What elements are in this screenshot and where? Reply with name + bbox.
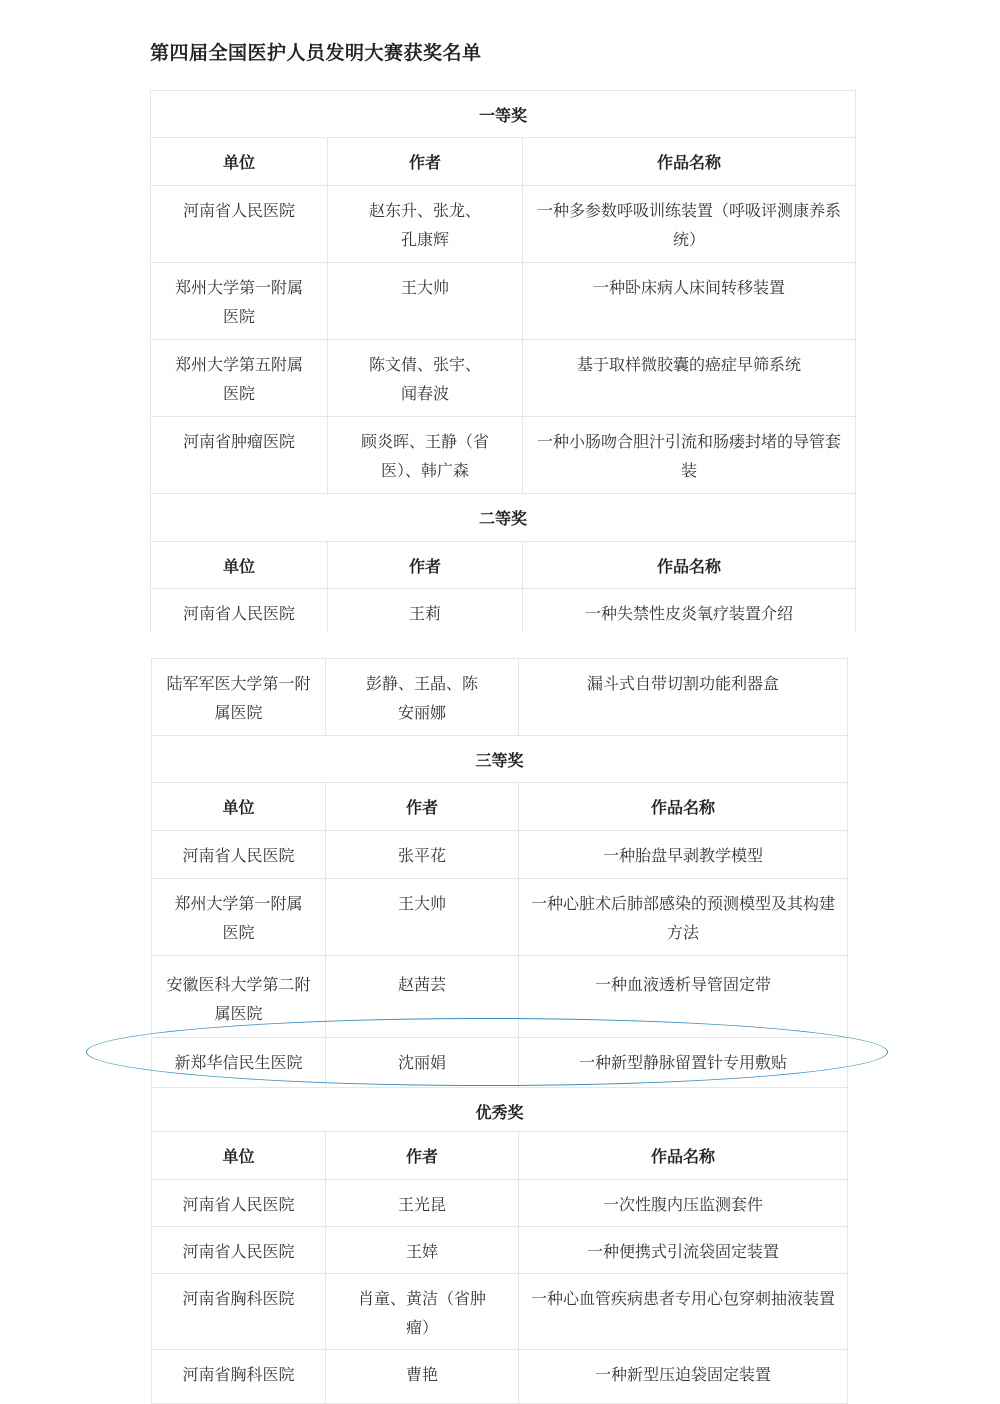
column-header-work: 作品名称	[523, 138, 856, 186]
author-cell: 王光昆	[326, 1180, 519, 1227]
unit-cell: 郑州大学第一附属医院	[151, 263, 328, 340]
author-cell: 赵东升、张龙、孔康辉	[328, 186, 523, 263]
unit-cell: 河南省胸科医院	[152, 1274, 326, 1350]
column-header-work: 作品名称	[519, 1132, 848, 1180]
unit-cell: 河南省人民医院	[151, 186, 328, 263]
table-row	[152, 956, 848, 1038]
work-cell: 一种失禁性皮炎氧疗装置介绍	[523, 589, 856, 637]
work-cell: 一种新型压迫袋固定装置	[519, 1350, 848, 1404]
table-row	[152, 1180, 848, 1227]
author-cell: 赵茜芸	[326, 956, 519, 1038]
unit-cell: 陆军军医大学第一附属医院	[152, 659, 326, 736]
unit-cell: 河南省人民医院	[152, 1227, 326, 1274]
table-row-highlighted	[152, 1038, 848, 1088]
author-cell: 陈文倩、张宇、闻春波	[328, 340, 523, 417]
column-header-unit: 单位	[151, 138, 328, 186]
unit-cell: 郑州大学第五附属医院	[151, 340, 328, 417]
section-title-second-prize: 二等奖	[151, 494, 856, 542]
column-header-author: 作者	[328, 542, 523, 589]
work-cell: 一种便携式引流袋固定装置	[519, 1227, 848, 1274]
sheet-gap	[0, 632, 1000, 658]
column-header-unit: 单位	[152, 1132, 326, 1180]
section-row-excellence-prize	[152, 1088, 848, 1132]
author-cell: 王婞	[326, 1227, 519, 1274]
table-row	[152, 879, 848, 956]
author-cell: 王大帅	[326, 879, 519, 956]
unit-cell: 河南省人民医院	[151, 589, 328, 637]
table-row	[151, 263, 856, 340]
work-cell: 一种卧床病人床间转移装置	[523, 263, 856, 340]
unit-cell: 河南省人民医院	[152, 831, 326, 879]
work-cell: 漏斗式自带切割功能利器盒	[519, 659, 848, 736]
author-cell: 沈丽娟	[326, 1038, 519, 1088]
work-cell: 一种血液透析导管固定带	[519, 956, 848, 1038]
unit-cell: 河南省胸科医院	[152, 1350, 326, 1404]
work-cell: 一种胎盘早剥教学模型	[519, 831, 848, 879]
table-row	[151, 589, 856, 637]
author-cell: 张平花	[326, 831, 519, 879]
section-title-excellence-prize: 优秀奖	[152, 1088, 848, 1132]
author-cell: 彭静、王晶、陈安丽娜	[326, 659, 519, 736]
author-cell: 顾炎晖、王静（省医）、韩广森	[328, 417, 523, 494]
header-row	[152, 1132, 848, 1180]
section-title-third-prize: 三等奖	[152, 736, 848, 783]
table-row	[151, 340, 856, 417]
work-cell: 一种新型静脉留置针专用敷贴	[519, 1038, 848, 1088]
column-header-author: 作者	[328, 138, 523, 186]
table-row	[151, 417, 856, 494]
work-cell: 一种小肠吻合胆汁引流和肠瘘封堵的导管套装	[523, 417, 856, 494]
unit-cell: 新郑华信民生医院	[152, 1038, 326, 1088]
section-title-first-prize: 一等奖	[151, 91, 856, 138]
section-row-first-prize	[151, 91, 856, 138]
unit-cell: 河南省人民医院	[152, 1180, 326, 1227]
author-cell: 王莉	[328, 589, 523, 637]
work-cell: 基于取样微胶囊的癌症早筛系统	[523, 340, 856, 417]
work-cell: 一次性腹内压监测套件	[519, 1180, 848, 1227]
work-cell: 一种心血管疾病患者专用心包穿刺抽液装置	[519, 1274, 848, 1350]
award-table-upper	[150, 90, 856, 637]
author-cell: 肖童、黄洁（省肿瘤）	[326, 1274, 519, 1350]
unit-cell: 郑州大学第一附属医院	[152, 879, 326, 956]
column-header-author: 作者	[326, 783, 519, 831]
table-row	[151, 186, 856, 263]
unit-cell: 河南省肿瘤医院	[151, 417, 328, 494]
table-row	[152, 659, 848, 736]
author-cell: 王大帅	[328, 263, 523, 340]
author-cell: 曹艳	[326, 1350, 519, 1404]
column-header-work: 作品名称	[519, 783, 848, 831]
table-row	[152, 1227, 848, 1274]
column-header-author: 作者	[326, 1132, 519, 1180]
header-row	[151, 138, 856, 186]
column-header-unit: 单位	[151, 542, 328, 589]
unit-cell: 安徽医科大学第二附属医院	[152, 956, 326, 1038]
award-table-lower	[151, 658, 848, 1404]
header-row	[151, 542, 856, 589]
column-header-work: 作品名称	[523, 542, 856, 589]
table-row	[152, 831, 848, 879]
section-row-second-prize	[151, 494, 856, 542]
page-title: 第四届全国医护人员发明大赛获奖名单	[150, 42, 482, 64]
table-row	[152, 1274, 848, 1350]
section-row-third-prize	[152, 736, 848, 783]
work-cell: 一种多参数呼吸训练装置（呼吸评测康养系统）	[523, 186, 856, 263]
table-row	[152, 1350, 848, 1404]
header-row	[152, 783, 848, 831]
work-cell: 一种心脏术后肺部感染的预测模型及其构建方法	[519, 879, 848, 956]
column-header-unit: 单位	[152, 783, 326, 831]
